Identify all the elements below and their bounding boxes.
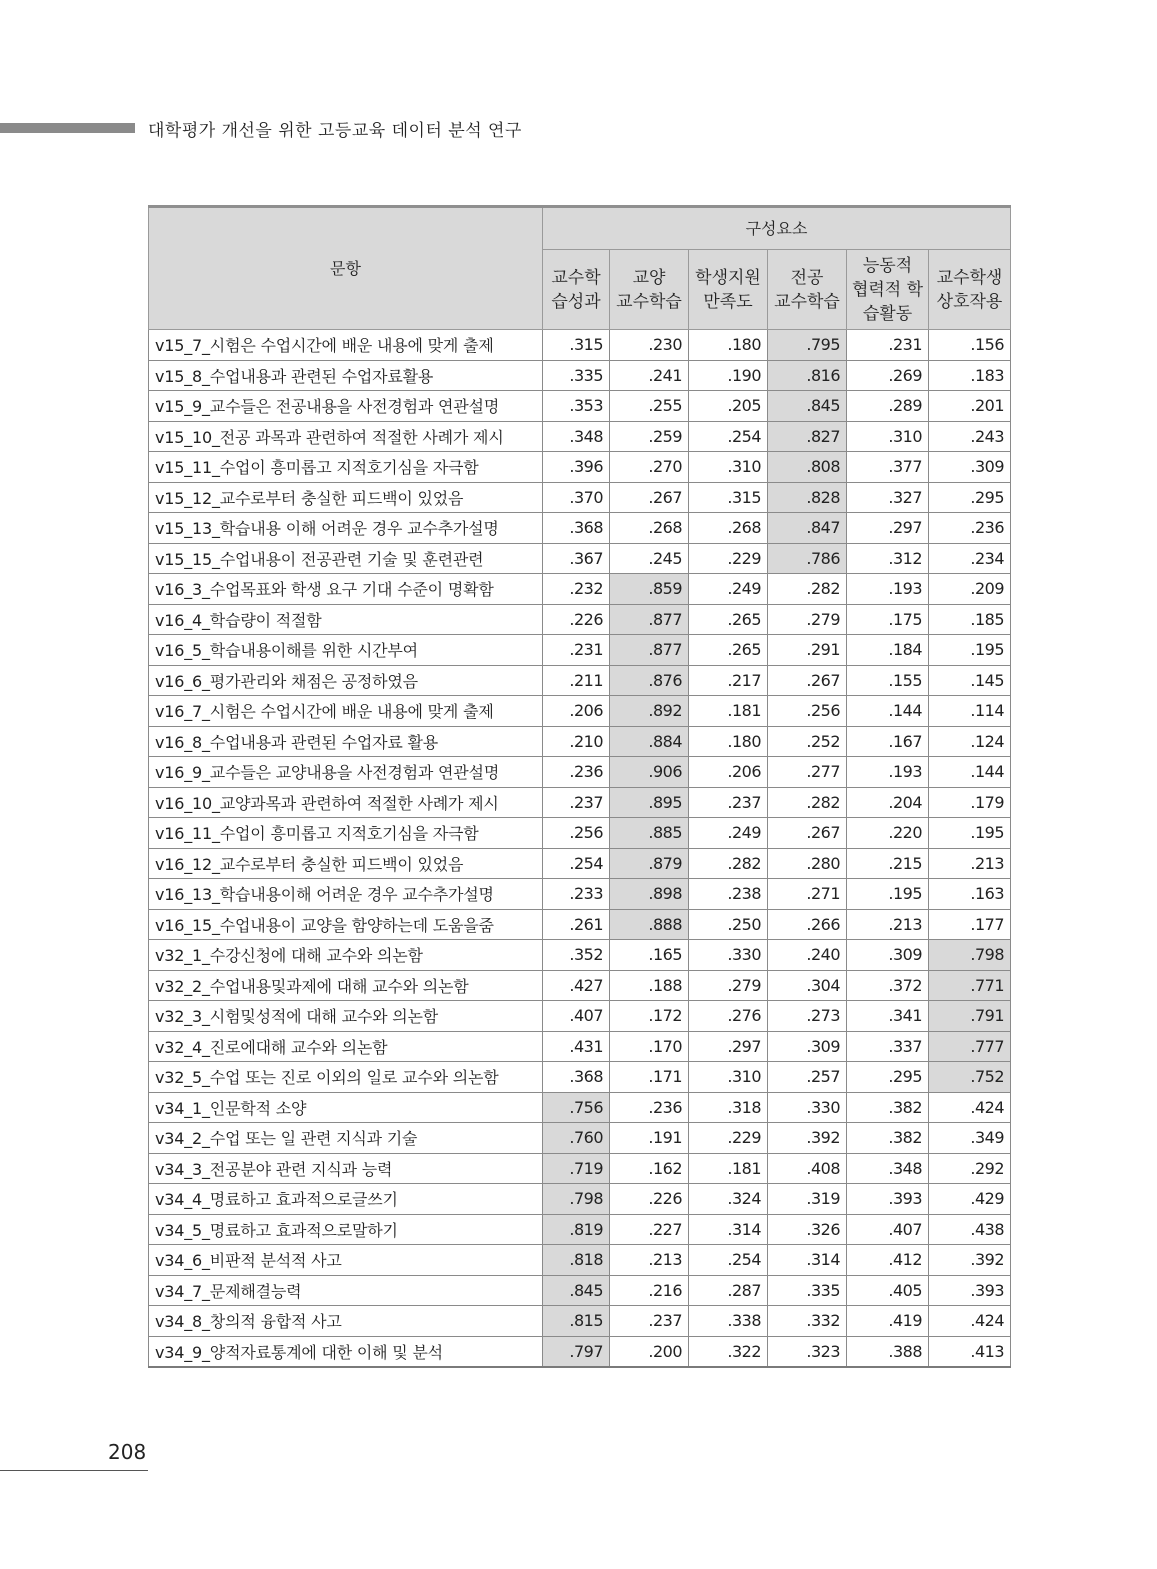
loading-cell: .144 xyxy=(929,757,1011,788)
loading-cell: .427 xyxy=(543,970,610,1001)
loading-cell-highlighted: .786 xyxy=(768,543,847,574)
loading-cell: .413 xyxy=(929,1336,1011,1367)
item-label: v15_9_교수들은 전공내용을 사전경험과 연관설명 xyxy=(149,391,543,422)
loading-cell: .282 xyxy=(768,574,847,605)
table-row xyxy=(149,1062,1011,1093)
loading-cell: .213 xyxy=(847,909,929,940)
table-row xyxy=(149,1306,1011,1337)
loading-cell: .180 xyxy=(689,726,768,757)
item-label: v16_12_교수로부터 충실한 피드백이 있었음 xyxy=(149,848,543,879)
loading-cell: .407 xyxy=(543,1001,610,1032)
loading-cell-highlighted: .828 xyxy=(768,482,847,513)
loading-cell: .304 xyxy=(768,970,847,1001)
table-row xyxy=(149,1214,1011,1245)
item-label: v15_15_수업내용이 전공관련 기술 및 훈련관련 xyxy=(149,543,543,574)
loading-cell: .205 xyxy=(689,391,768,422)
item-label: v16_6_평가관리와 채점은 공정하였음 xyxy=(149,665,543,696)
loading-cell: .124 xyxy=(929,726,1011,757)
item-label: v16_4_학습량이 적절함 xyxy=(149,604,543,635)
loading-cell: .322 xyxy=(689,1336,768,1367)
loading-cell: .184 xyxy=(847,635,929,666)
table-row xyxy=(149,696,1011,727)
loading-cell-highlighted: .752 xyxy=(929,1062,1011,1093)
item-label: v34_9_양적자료통계에 대한 이해 및 분석 xyxy=(149,1336,543,1367)
loading-cell: .314 xyxy=(689,1214,768,1245)
loading-cell-highlighted: .876 xyxy=(610,665,689,696)
loading-cell: .237 xyxy=(610,1306,689,1337)
table-row xyxy=(149,1001,1011,1032)
loading-cell: .165 xyxy=(610,940,689,971)
loading-cell: .412 xyxy=(847,1245,929,1276)
loading-cell: .266 xyxy=(768,909,847,940)
loading-cell: .232 xyxy=(543,574,610,605)
loading-cell: .277 xyxy=(768,757,847,788)
component-group-header: 구성요소 xyxy=(543,207,1011,250)
table-row xyxy=(149,787,1011,818)
loading-cell: .335 xyxy=(543,360,610,391)
loading-cell: .268 xyxy=(610,513,689,544)
loading-cell: .237 xyxy=(689,787,768,818)
loading-cell: .372 xyxy=(847,970,929,1001)
loading-cell: .185 xyxy=(929,604,1011,635)
loading-cell: .257 xyxy=(768,1062,847,1093)
loading-cell: .114 xyxy=(929,696,1011,727)
loading-cell-highlighted: .888 xyxy=(610,909,689,940)
loading-cell: .240 xyxy=(768,940,847,971)
item-label: v15_11_수업이 흥미롭고 지적호기심을 자극함 xyxy=(149,452,543,483)
loading-cell: .236 xyxy=(610,1092,689,1123)
loading-cell: .392 xyxy=(768,1123,847,1154)
loading-cell: .210 xyxy=(543,726,610,757)
loading-cell: .271 xyxy=(768,879,847,910)
loading-cell-highlighted: .892 xyxy=(610,696,689,727)
loading-cell: .238 xyxy=(689,879,768,910)
loading-cell: .209 xyxy=(929,574,1011,605)
loading-cell: .156 xyxy=(929,330,1011,361)
loading-cell: .348 xyxy=(543,421,610,452)
loading-cell: .193 xyxy=(847,574,929,605)
item-label: v16_7_시험은 수업시간에 배운 내용에 맞게 출제 xyxy=(149,696,543,727)
loading-cell: .213 xyxy=(929,848,1011,879)
loading-cell: .309 xyxy=(768,1031,847,1062)
component-column-header: 능동적 협력적 학 습활동 xyxy=(847,250,929,330)
table-row xyxy=(149,1123,1011,1154)
loading-cell: .341 xyxy=(847,1001,929,1032)
item-label: v16_11_수업이 흥미롭고 지적호기심을 자극함 xyxy=(149,818,543,849)
loading-cell: .254 xyxy=(689,421,768,452)
table-row xyxy=(149,665,1011,696)
item-column-header: 문항 xyxy=(149,207,543,330)
loading-cell: .234 xyxy=(929,543,1011,574)
table-row xyxy=(149,513,1011,544)
component-column-header: 교수학생 상호작용 xyxy=(929,250,1011,330)
loading-cell: .327 xyxy=(847,482,929,513)
loading-cell-highlighted: .797 xyxy=(543,1336,610,1367)
component-column-header: 교수학 습성과 xyxy=(543,250,610,330)
loading-cell: .249 xyxy=(689,818,768,849)
item-label: v16_13_학습내용이해 어려운 경우 교수추가설명 xyxy=(149,879,543,910)
loading-cell: .241 xyxy=(610,360,689,391)
loading-cell: .324 xyxy=(689,1184,768,1215)
loading-cell: .216 xyxy=(610,1275,689,1306)
loading-cell: .256 xyxy=(768,696,847,727)
item-label: v34_5_명료하고 효과적으로말하기 xyxy=(149,1214,543,1245)
loading-cell-highlighted: .777 xyxy=(929,1031,1011,1062)
loading-cell: .265 xyxy=(689,604,768,635)
loading-cell: .255 xyxy=(610,391,689,422)
loading-cell: .183 xyxy=(929,360,1011,391)
loading-cell: .233 xyxy=(543,879,610,910)
item-label: v15_10_전공 과목과 관련하여 적절한 사례가 제시 xyxy=(149,421,543,452)
loading-cell: .297 xyxy=(847,513,929,544)
loading-cell: .337 xyxy=(847,1031,929,1062)
loading-cell: .332 xyxy=(768,1306,847,1337)
table-row xyxy=(149,726,1011,757)
loading-cell-highlighted: .760 xyxy=(543,1123,610,1154)
loading-cell: .273 xyxy=(768,1001,847,1032)
loading-cell: .180 xyxy=(689,330,768,361)
item-label: v32_4_진로에대해 교수와 의논함 xyxy=(149,1031,543,1062)
loading-cell: .204 xyxy=(847,787,929,818)
loading-cell-highlighted: .798 xyxy=(543,1184,610,1215)
table-row xyxy=(149,452,1011,483)
loading-cell: .256 xyxy=(543,818,610,849)
loading-cell: .338 xyxy=(689,1306,768,1337)
loading-cell: .206 xyxy=(543,696,610,727)
loading-cell: .172 xyxy=(610,1001,689,1032)
loading-cell: .155 xyxy=(847,665,929,696)
item-label: v34_3_전공분야 관련 지식과 능력 xyxy=(149,1153,543,1184)
loading-cell: .252 xyxy=(768,726,847,757)
table-row xyxy=(149,330,1011,361)
table-row xyxy=(149,1336,1011,1367)
loading-cell: .249 xyxy=(689,574,768,605)
loading-cell: .259 xyxy=(610,421,689,452)
loading-cell: .279 xyxy=(768,604,847,635)
loading-cell: .237 xyxy=(543,787,610,818)
loading-cell: .181 xyxy=(689,1153,768,1184)
loading-cell: .229 xyxy=(689,1123,768,1154)
loading-cell: .330 xyxy=(689,940,768,971)
loading-cell: .200 xyxy=(610,1336,689,1367)
loading-cell: .368 xyxy=(543,513,610,544)
loading-cell: .419 xyxy=(847,1306,929,1337)
loading-cell: .254 xyxy=(543,848,610,879)
loading-cell: .195 xyxy=(929,818,1011,849)
item-label: v16_5_학습내용이해를 위한 시간부여 xyxy=(149,635,543,666)
table-row xyxy=(149,1275,1011,1306)
item-label: v16_3_수업목표와 학생 요구 기대 수준이 명확함 xyxy=(149,574,543,605)
loading-cell-highlighted: .808 xyxy=(768,452,847,483)
table-row xyxy=(149,543,1011,574)
loading-cell: .377 xyxy=(847,452,929,483)
loading-cell: .429 xyxy=(929,1184,1011,1215)
loading-cell: .201 xyxy=(929,391,1011,422)
loading-cell: .188 xyxy=(610,970,689,1001)
loading-cell: .195 xyxy=(847,879,929,910)
loading-cell-highlighted: .879 xyxy=(610,848,689,879)
loading-cell: .213 xyxy=(610,1245,689,1276)
loading-cell: .393 xyxy=(929,1275,1011,1306)
table-row xyxy=(149,482,1011,513)
loading-cell: .269 xyxy=(847,360,929,391)
loading-cell: .295 xyxy=(847,1062,929,1093)
loading-cell: .226 xyxy=(610,1184,689,1215)
loading-cell: .323 xyxy=(768,1336,847,1367)
loading-cell: .267 xyxy=(610,482,689,513)
loading-cell-highlighted: .845 xyxy=(768,391,847,422)
loading-cell: .318 xyxy=(689,1092,768,1123)
loading-cell: .261 xyxy=(543,909,610,940)
loading-cell-highlighted: .795 xyxy=(768,330,847,361)
loading-cell: .424 xyxy=(929,1092,1011,1123)
loading-cell: .175 xyxy=(847,604,929,635)
loading-cell: .190 xyxy=(689,360,768,391)
table-row xyxy=(149,360,1011,391)
table-row xyxy=(149,757,1011,788)
loading-cell: .396 xyxy=(543,452,610,483)
loading-cell: .295 xyxy=(929,482,1011,513)
loading-cell: .227 xyxy=(610,1214,689,1245)
table-row xyxy=(149,848,1011,879)
loading-cell: .163 xyxy=(929,879,1011,910)
loading-cell: .231 xyxy=(847,330,929,361)
loading-cell: .267 xyxy=(768,665,847,696)
loading-cell: .211 xyxy=(543,665,610,696)
loading-cell: .297 xyxy=(689,1031,768,1062)
loading-cell: .179 xyxy=(929,787,1011,818)
loading-cell: .312 xyxy=(847,543,929,574)
item-label: v32_3_시험및성적에 대해 교수와 의논함 xyxy=(149,1001,543,1032)
loading-cell: .319 xyxy=(768,1184,847,1215)
loading-cell: .408 xyxy=(768,1153,847,1184)
loading-cell: .279 xyxy=(689,970,768,1001)
loading-cell: .206 xyxy=(689,757,768,788)
loading-cell: .315 xyxy=(689,482,768,513)
loading-cell-highlighted: .771 xyxy=(929,970,1011,1001)
loading-cell: .217 xyxy=(689,665,768,696)
factor-loading-table xyxy=(148,205,1011,1368)
item-label: v34_8_창의적 융합적 사고 xyxy=(149,1306,543,1337)
loading-cell: .254 xyxy=(689,1245,768,1276)
loading-cell-highlighted: .895 xyxy=(610,787,689,818)
loading-cell: .315 xyxy=(543,330,610,361)
item-label: v15_7_시험은 수업시간에 배운 내용에 맞게 출제 xyxy=(149,330,543,361)
loading-cell-highlighted: .859 xyxy=(610,574,689,605)
loading-cell: .353 xyxy=(543,391,610,422)
item-label: v16_8_수업내용과 관련된 수업자료 활용 xyxy=(149,726,543,757)
loading-cell-highlighted: .756 xyxy=(543,1092,610,1123)
table-row xyxy=(149,574,1011,605)
table-row xyxy=(149,970,1011,1001)
loading-cell: .193 xyxy=(847,757,929,788)
loading-cell: .177 xyxy=(929,909,1011,940)
loading-cell: .280 xyxy=(768,848,847,879)
loading-cell: .382 xyxy=(847,1123,929,1154)
item-label: v32_1_수강신청에 대해 교수와 의논함 xyxy=(149,940,543,971)
loading-cell: .330 xyxy=(768,1092,847,1123)
loading-cell: .348 xyxy=(847,1153,929,1184)
table-row xyxy=(149,909,1011,940)
loading-cell: .392 xyxy=(929,1245,1011,1276)
loading-cell: .431 xyxy=(543,1031,610,1062)
loading-cell-highlighted: .885 xyxy=(610,818,689,849)
loading-cell: .236 xyxy=(929,513,1011,544)
loading-cell: .226 xyxy=(543,604,610,635)
table-row xyxy=(149,940,1011,971)
loading-cell-highlighted: .719 xyxy=(543,1153,610,1184)
loading-cell-highlighted: .906 xyxy=(610,757,689,788)
table-row xyxy=(149,1153,1011,1184)
loading-cell: .388 xyxy=(847,1336,929,1367)
loading-cell: .276 xyxy=(689,1001,768,1032)
loading-cell-highlighted: .847 xyxy=(768,513,847,544)
loading-cell: .145 xyxy=(929,665,1011,696)
loading-cell: .352 xyxy=(543,940,610,971)
item-label: v32_2_수업내용및과제에 대해 교수와 의논함 xyxy=(149,970,543,1001)
loading-cell: .309 xyxy=(847,940,929,971)
item-label: v16_10_교양과목과 관련하여 적절한 사례가 제시 xyxy=(149,787,543,818)
item-label: v15_8_수업내용과 관련된 수업자료활용 xyxy=(149,360,543,391)
loading-cell-highlighted: .798 xyxy=(929,940,1011,971)
loading-cell: .326 xyxy=(768,1214,847,1245)
table-row xyxy=(149,879,1011,910)
loading-cell: .265 xyxy=(689,635,768,666)
loading-cell: .289 xyxy=(847,391,929,422)
loading-cell: .367 xyxy=(543,543,610,574)
loading-cell: .230 xyxy=(610,330,689,361)
table-row xyxy=(149,1031,1011,1062)
item-label: v34_7_문제해결능력 xyxy=(149,1275,543,1306)
header-bar-decoration xyxy=(0,123,135,133)
loading-cell-highlighted: .877 xyxy=(610,604,689,635)
loading-cell: .407 xyxy=(847,1214,929,1245)
item-label: v15_13_학습내용 이해 어려운 경우 교수추가설명 xyxy=(149,513,543,544)
loading-cell: .243 xyxy=(929,421,1011,452)
loading-cell: .382 xyxy=(847,1092,929,1123)
loading-cell: .405 xyxy=(847,1275,929,1306)
loading-cell: .167 xyxy=(847,726,929,757)
loading-cell: .310 xyxy=(847,421,929,452)
item-label: v34_6_비판적 분석적 사고 xyxy=(149,1245,543,1276)
loading-cell: .310 xyxy=(689,452,768,483)
footer-rule xyxy=(0,1470,148,1471)
loading-cell: .268 xyxy=(689,513,768,544)
loading-cell-highlighted: .884 xyxy=(610,726,689,757)
loading-cell-highlighted: .816 xyxy=(768,360,847,391)
loading-cell: .229 xyxy=(689,543,768,574)
table-row xyxy=(149,1184,1011,1215)
loading-cell: .287 xyxy=(689,1275,768,1306)
loading-cell: .282 xyxy=(689,848,768,879)
loading-cell-highlighted: .819 xyxy=(543,1214,610,1245)
table-row xyxy=(149,421,1011,452)
loading-cell: .424 xyxy=(929,1306,1011,1337)
table-row xyxy=(149,818,1011,849)
loading-cell: .250 xyxy=(689,909,768,940)
loading-cell: .310 xyxy=(689,1062,768,1093)
loading-cell: .144 xyxy=(847,696,929,727)
loading-cell: .309 xyxy=(929,452,1011,483)
table-row xyxy=(149,1092,1011,1123)
table-row xyxy=(149,635,1011,666)
component-column-header: 전공 교수학습 xyxy=(768,250,847,330)
loading-cell-highlighted: .845 xyxy=(543,1275,610,1306)
loading-cell-highlighted: .818 xyxy=(543,1245,610,1276)
loading-cell: .245 xyxy=(610,543,689,574)
loading-cell: .368 xyxy=(543,1062,610,1093)
page-number: 208 xyxy=(108,1440,147,1464)
loading-cell: .270 xyxy=(610,452,689,483)
loading-cell-highlighted: .791 xyxy=(929,1001,1011,1032)
loading-cell: .267 xyxy=(768,818,847,849)
loading-cell: .220 xyxy=(847,818,929,849)
item-label: v15_12_교수로부터 충실한 피드백이 있었음 xyxy=(149,482,543,513)
loading-cell: .170 xyxy=(610,1031,689,1062)
loading-cell-highlighted: .877 xyxy=(610,635,689,666)
loading-cell: .231 xyxy=(543,635,610,666)
loading-cell: .215 xyxy=(847,848,929,879)
loading-cell: .191 xyxy=(610,1123,689,1154)
loading-cell: .370 xyxy=(543,482,610,513)
component-column-header: 교양 교수학습 xyxy=(610,250,689,330)
running-header-title: 대학평가 개선을 위한 고등교육 데이터 분석 연구 xyxy=(148,121,522,141)
loading-cell: .292 xyxy=(929,1153,1011,1184)
item-label: v16_9_교수들은 교양내용을 사전경험과 연관설명 xyxy=(149,757,543,788)
item-label: v34_1_인문학적 소양 xyxy=(149,1092,543,1123)
table-row xyxy=(149,604,1011,635)
item-label: v34_4_명료하고 효과적으로글쓰기 xyxy=(149,1184,543,1215)
loading-cell: .393 xyxy=(847,1184,929,1215)
loading-cell: .282 xyxy=(768,787,847,818)
loading-cell: .171 xyxy=(610,1062,689,1093)
item-label: v34_2_수업 또는 일 관련 지식과 기술 xyxy=(149,1123,543,1154)
loading-cell: .181 xyxy=(689,696,768,727)
item-label: v32_5_수업 또는 진로 이외의 일로 교수와 의논함 xyxy=(149,1062,543,1093)
loading-cell-highlighted: .827 xyxy=(768,421,847,452)
item-label: v16_15_수업내용이 교양을 함양하는데 도움을줌 xyxy=(149,909,543,940)
loading-cell-highlighted: .815 xyxy=(543,1306,610,1337)
table-row xyxy=(149,391,1011,422)
loading-cell: .162 xyxy=(610,1153,689,1184)
loading-cell: .236 xyxy=(543,757,610,788)
loading-cell: .314 xyxy=(768,1245,847,1276)
table-row xyxy=(149,1245,1011,1276)
loading-cell: .438 xyxy=(929,1214,1011,1245)
loading-cell-highlighted: .898 xyxy=(610,879,689,910)
component-column-header: 학생지원 만족도 xyxy=(689,250,768,330)
loading-cell: .335 xyxy=(768,1275,847,1306)
loading-cell: .291 xyxy=(768,635,847,666)
loading-cell: .349 xyxy=(929,1123,1011,1154)
loading-cell: .195 xyxy=(929,635,1011,666)
